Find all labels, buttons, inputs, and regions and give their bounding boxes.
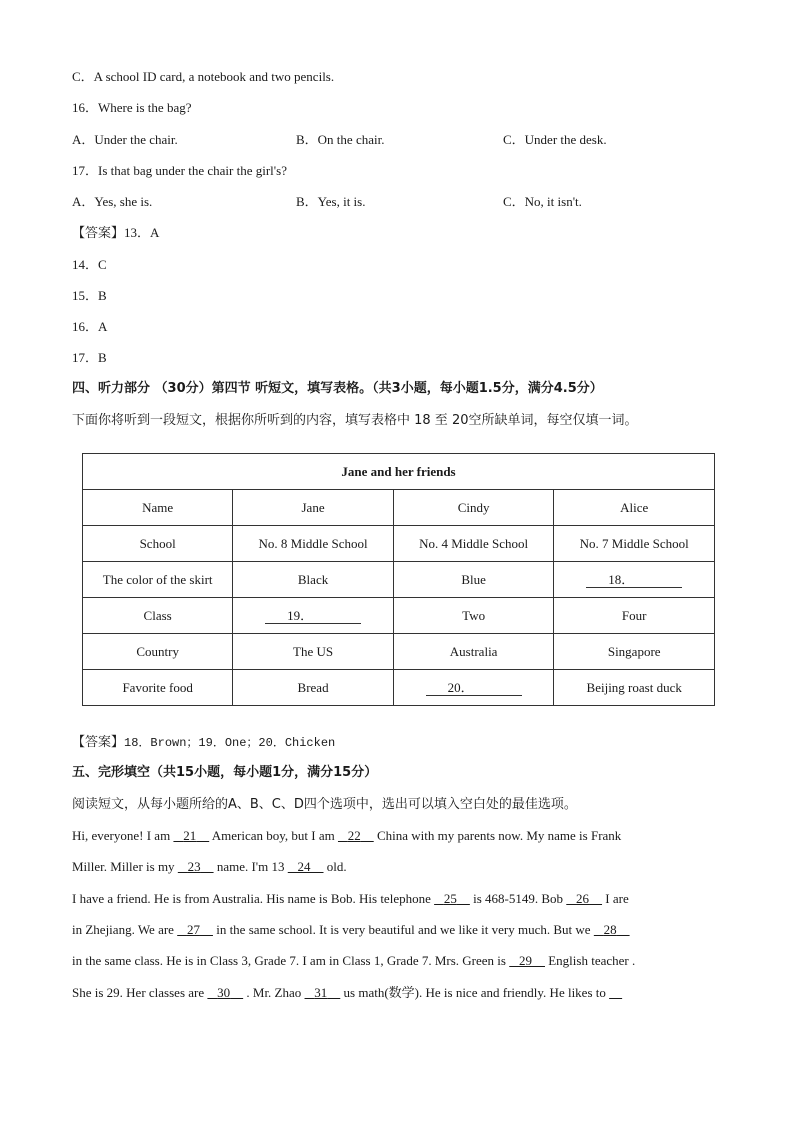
table-cell: Beijing roast duck [554,670,715,706]
table-cell: Alice [554,490,715,526]
blank-29[interactable] [509,953,545,969]
table-cell-blank-18[interactable] [554,562,715,598]
blank-27[interactable] [177,922,213,938]
blank-20[interactable]: 20． [426,681,522,696]
q16-option-c: C．Under the desk. [503,132,607,147]
section-5-instruction: 阅读短文，从每小题所给的A、B、C、D四个选项中，选出可以填入空白处的最佳选项。 [72,797,577,812]
table-row [83,598,715,634]
cloze-text: in Zhejiang. We are [72,922,174,937]
blank-number: 30 [217,985,231,1000]
table-cell: Blue [393,562,554,598]
table-cell: Four [554,598,715,634]
table-cell: Singapore [554,634,715,670]
blank-number: 25 [443,891,457,906]
blank-24[interactable] [288,859,324,875]
table-cell: No. 8 Middle School [233,526,394,562]
cloze-text: Hi, everyone! I am [72,828,171,843]
cloze-text: old. [326,859,347,874]
table-cell: Cindy [393,490,554,526]
table-row [83,634,715,670]
cloze-text: . Mr. Zhao [246,985,302,1000]
cloze-text: is 468-5149. Bob [473,891,564,906]
table-cell: Two [393,598,554,634]
table-cell: No. 7 Middle School [554,526,715,562]
cloze-text: American boy, but I am [211,828,335,843]
cloze-line-3 [72,891,732,907]
answer-18-20: 18．Brown；19．One；20．Chicken [124,736,336,750]
q16-stem: 16．Where is the bag? [72,100,192,115]
answer-16: 16．A [72,319,108,334]
section-4-heading: 四、听力部分 （30分）第四节 听短文，填写表格。（共3小题，每小题1.5分，满分4.5分） [72,381,603,396]
blank-30[interactable] [207,985,243,1001]
blank-19[interactable]: 19． [265,609,361,624]
cloze-text: She is 29. Her classes are [72,985,205,1000]
blank-18[interactable]: 18． [586,573,682,588]
table-row [83,526,715,562]
q17-option-a: A．Yes, she is. [72,194,153,209]
answer-17: 17．B [72,350,107,365]
table-row [83,670,715,706]
blank-number: 23 [187,859,201,874]
blank-number: 21 [183,828,197,843]
answer-15: 15．B [72,288,107,303]
answer-label: 【答案】 [72,226,125,241]
cloze-text: China with my parents now. My name is Frank [376,828,622,843]
cloze-text: Miller. Miller is my [72,859,175,874]
table-cell-blank-20[interactable] [393,670,554,706]
cloze-text: us math(数学). He is nice and friendly. He likes to [343,985,606,1000]
q15-option-c: C．A school ID card, a notebook and two pencils. [72,69,335,84]
table-row [83,490,715,526]
table-cell: The US [233,634,394,670]
cloze-text: I have a friend. He is from Australia. His name is Bob. His telephone [72,891,431,906]
cloze-text: English teacher . [548,953,636,968]
table-title: Jane and her friends [83,454,715,490]
friends-table [82,453,715,706]
section-4-instruction: 下面你将听到一段短文，根据你所听到的内容，填写表格中 18 至 20空所缺单词，每空仅填一词。 [72,413,638,428]
blank-23[interactable] [178,859,214,875]
blank-21[interactable] [173,828,209,844]
answer-13: 13．A [124,225,160,240]
cloze-line-6 [72,985,732,1001]
table-cell: School [83,526,233,562]
cloze-line-4 [72,922,732,938]
table-cell: Bread [233,670,394,706]
table-cell: Jane [233,490,394,526]
blank-22[interactable] [338,828,374,844]
blank-number: 29 [518,953,532,968]
blank-number: 24 [297,859,311,874]
blank-number: 27 [186,922,200,937]
answer-14: 14．C [72,257,107,272]
blank-26[interactable] [566,891,602,907]
cloze-line-5 [72,953,732,969]
blank-32-partial[interactable] [609,985,622,1001]
blank-number: 31 [314,985,328,1000]
q17-option-c: C．No, it isn't. [503,194,582,209]
table-cell: Country [83,634,233,670]
q17-option-b: B．Yes, it is. [296,194,366,209]
table-row [83,562,715,598]
table-cell: Name [83,490,233,526]
answer-block-1 [72,225,159,242]
table-cell: Favorite food [83,670,233,706]
q16-option-b: B．On the chair. [296,132,385,147]
blank-number: 28 [603,922,617,937]
cloze-text: I are [605,891,629,906]
blank-31[interactable] [305,985,341,1001]
cloze-text: name. I'm 13 [216,859,285,874]
q16-option-a: A．Under the chair. [72,132,178,147]
answer-label: 【答案】 [72,735,125,750]
table-cell-blank-19[interactable] [233,598,394,634]
section-5-heading: 五、完形填空（共15小题，每小题1分，满分15分） [72,765,378,780]
q17-stem: 17．Is that bag under the chair the girl's? [72,163,287,178]
table-cell: No. 4 Middle School [393,526,554,562]
blank-number: 22 [347,828,361,843]
cloze-line-2 [72,859,732,875]
table-cell: Australia [393,634,554,670]
cloze-text: in the same class. He is in Class 3, Grade 7. I am in Class 1, Grade 7. Mrs. Green is [72,953,506,968]
cloze-text: in the same school. It is very beautiful and we like it very much. But we [216,922,591,937]
blank-number: 26 [576,891,590,906]
table-cell: Class [83,598,233,634]
cloze-line-1 [72,828,732,844]
answer-block-2 [72,734,335,751]
table-cell: The color of the skirt [83,562,233,598]
blank-25[interactable] [434,891,470,907]
blank-28[interactable] [594,922,630,938]
table-cell: Black [233,562,394,598]
